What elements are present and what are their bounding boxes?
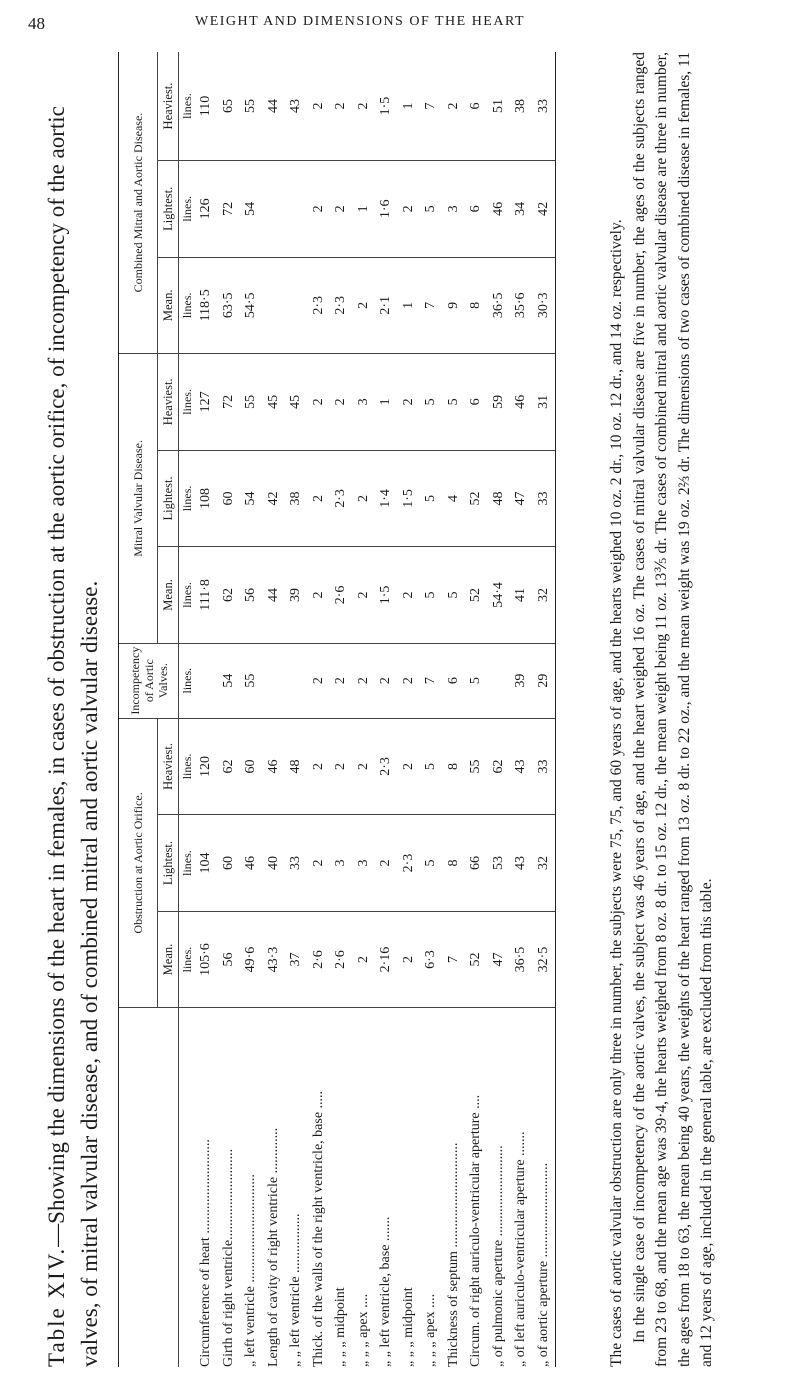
sub-header: Lightest.: [158, 161, 179, 258]
value-cell: [195, 643, 218, 718]
row-label: „ „ „ midpoint: [333, 1287, 348, 1367]
value-cell: 2: [353, 257, 376, 353]
value-cell: 6: [465, 354, 488, 451]
value-cell: 110: [195, 52, 218, 161]
value-cell: 2: [398, 547, 421, 643]
group-header: Obstruction at Aortic Orifice.: [119, 718, 158, 1008]
value-cell: 45: [263, 354, 286, 451]
value-cell: 37: [285, 911, 308, 1007]
value-cell: 118·5: [195, 257, 218, 353]
value-cell: 2: [353, 911, 376, 1007]
value-cell: 59: [488, 354, 511, 451]
corner-cell: [119, 1008, 179, 1367]
value-cell: 2·1: [375, 257, 398, 353]
value-cell: 2: [398, 643, 421, 718]
value-cell: 1: [375, 354, 398, 451]
table-row: [420, 52, 443, 1367]
value-cell: [263, 161, 286, 258]
table-label: Table XIV.: [44, 1246, 69, 1367]
value-cell: 55: [465, 718, 488, 815]
value-cell: 39: [510, 643, 533, 718]
value-cell: [285, 161, 308, 258]
value-cell: 8: [443, 718, 466, 815]
value-cell: 111·8: [195, 547, 218, 643]
value-cell: 4: [443, 450, 466, 547]
value-cell: [285, 643, 308, 718]
value-cell: 55: [240, 52, 263, 161]
value-cell: 46: [510, 354, 533, 451]
value-cell: 7: [443, 911, 466, 1007]
group-header: Mitral Valvular Disease.: [119, 354, 158, 644]
unit-cell: lines.: [179, 161, 196, 258]
value-cell: 6: [465, 52, 488, 161]
group-header: Incompetency of Aortic Valves.: [119, 643, 179, 718]
unit-cell: lines.: [179, 52, 196, 161]
value-cell: 2: [330, 643, 353, 718]
unit-cell: lines.: [179, 815, 196, 912]
table-body: [179, 52, 556, 1367]
value-cell: 2: [398, 911, 421, 1007]
unit-cell: lines.: [179, 911, 196, 1007]
value-cell: 32: [533, 815, 556, 912]
value-cell: 54: [218, 643, 241, 718]
value-cell: 5: [443, 354, 466, 451]
value-cell: 52: [465, 547, 488, 643]
value-cell: 2: [353, 718, 376, 815]
table-title: [40, 52, 106, 1367]
value-cell: 52: [465, 450, 488, 547]
value-cell: 38: [510, 52, 533, 161]
value-cell: 2·3: [330, 450, 353, 547]
value-cell: 33: [285, 815, 308, 912]
sub-header: Lightest.: [158, 815, 179, 912]
value-cell: 45: [285, 354, 308, 451]
value-cell: 3: [353, 815, 376, 912]
group-header-row: [119, 52, 158, 1367]
unit-cell: lines.: [179, 547, 196, 643]
value-cell: 72: [218, 354, 241, 451]
value-cell: 2·16: [375, 911, 398, 1007]
row-label: „ of pulmonic aperture ..........................: [490, 1145, 506, 1367]
value-cell: 31: [533, 354, 556, 451]
row-label: Length of cavity of right ventricle .............: [265, 1127, 281, 1367]
value-cell: 7: [420, 52, 443, 161]
value-cell: 105·6: [195, 911, 218, 1007]
value-cell: 60: [218, 815, 241, 912]
units-row: [179, 52, 196, 1367]
value-cell: 2: [353, 450, 376, 547]
value-cell: 62: [488, 718, 511, 815]
unit-cell: lines.: [179, 354, 196, 451]
value-cell: 104: [195, 815, 218, 912]
value-cell: 2: [308, 354, 331, 451]
value-cell: 126: [195, 161, 218, 258]
value-cell: 35·6: [510, 257, 533, 353]
value-cell: 6: [465, 161, 488, 258]
value-cell: 44: [263, 52, 286, 161]
value-cell: 120: [195, 718, 218, 815]
value-cell: 7: [420, 643, 443, 718]
value-cell: 44: [263, 547, 286, 643]
value-cell: 66: [465, 815, 488, 912]
value-cell: 2: [443, 52, 466, 161]
value-cell: 8: [443, 815, 466, 912]
value-cell: 53: [488, 815, 511, 912]
value-cell: 2·3: [398, 815, 421, 912]
value-cell: 60: [218, 450, 241, 547]
row-label: Thickness of septum ..............................: [445, 1142, 461, 1367]
value-cell: 2: [330, 161, 353, 258]
value-cell: 47: [510, 450, 533, 547]
value-cell: 32·5: [533, 911, 556, 1007]
table-row: [263, 52, 286, 1367]
table-row: [375, 52, 398, 1367]
value-cell: 60: [240, 718, 263, 815]
value-cell: 1: [398, 257, 421, 353]
running-head: WEIGHT AND DIMENSIONS OF THE HEART: [195, 14, 526, 29]
value-cell: 5: [420, 718, 443, 815]
row-label: „ „ „ apex ....: [423, 1293, 438, 1367]
sub-header: Mean.: [158, 257, 179, 353]
row-label: Circum. of right auriculo-ventricular aperture ....: [468, 1094, 483, 1367]
row-label: Thick. of the walls of the right ventricle, base .....: [310, 1090, 326, 1367]
note-paragraph: The cases of aortic valvular obstruction are only three in number, the subjects were 75, 75, and 60 years of age, and the hearts weighed 10 oz. 2 dr., 10 oz. 12 dr., and 14 oz. respectively.: [608, 219, 625, 1367]
table-row: [285, 52, 308, 1367]
value-cell: 1·5: [375, 52, 398, 161]
table-row: [465, 52, 488, 1367]
value-cell: 2: [308, 815, 331, 912]
notes: [606, 52, 719, 1367]
value-cell: 36·5: [510, 911, 533, 1007]
value-cell: 2·6: [330, 911, 353, 1007]
table-title-text: —Showing the dimensions of the heart in females, in cases of obstruction at the aortic orifice, of incompetency of the aortic valves, of mitral valvular disease, and of combined mitral and aortic valvular disease.: [44, 106, 102, 1367]
value-cell: 63·5: [218, 257, 241, 353]
sub-header: Heaviest.: [158, 354, 179, 451]
value-cell: 2: [308, 450, 331, 547]
value-cell: [285, 257, 308, 353]
value-cell: 62: [218, 547, 241, 643]
value-cell: 2·3: [330, 257, 353, 353]
value-cell: 5: [420, 161, 443, 258]
value-cell: 2: [353, 643, 376, 718]
value-cell: 5: [465, 643, 488, 718]
row-label: „ left ventricle ...............................: [243, 1174, 258, 1367]
value-cell: 51: [488, 52, 511, 161]
value-cell: 56: [240, 547, 263, 643]
value-cell: 52: [465, 911, 488, 1007]
value-cell: 5: [420, 815, 443, 912]
unit-cell: lines.: [179, 718, 196, 815]
value-cell: 2: [375, 643, 398, 718]
table-row: [218, 52, 241, 1367]
value-cell: 65: [218, 52, 241, 161]
value-cell: 41: [510, 547, 533, 643]
table-row: [308, 52, 331, 1367]
value-cell: 46: [240, 815, 263, 912]
value-cell: 56: [218, 911, 241, 1007]
value-cell: [263, 257, 286, 353]
table-row: [353, 52, 376, 1367]
value-cell: 2: [308, 52, 331, 161]
units-label: [179, 1008, 196, 1367]
row-label: Girth of right ventricle..........................: [220, 1148, 236, 1367]
value-cell: 5: [420, 354, 443, 451]
table-row: [398, 52, 421, 1367]
value-cell: 3: [353, 354, 376, 451]
note-paragraph: In the single case of incompetency of the aortic valves, the subject was 46 years of age, and the heart weighed 16 oz. The cases of mitral valvular disease are five in number, the ages of the subjects ranged from 23 to 68, and the mean age was 39·4, the hearts weighed from 8 oz. 8 dr. to 15 oz. 12 dr., the mean weight being 11 oz. 13⅗ dr. The cases of combined mitral and aortic valvular disease are three in number, the ages from 18 to 63, the mean being 40 years, the weights of the heart ranged from 13 oz. 8 dr. to 22 oz., and the mean weight was 19 oz. 2⅔ dr. The dimensions of two cases of combined disease in females, 11 and 12 years of age, included in the general table, are excluded from this table.: [630, 52, 715, 1367]
value-cell: 2·6: [330, 547, 353, 643]
value-cell: 54: [240, 450, 263, 547]
table-row: [240, 52, 263, 1367]
value-cell: 2·6: [308, 911, 331, 1007]
value-cell: 9: [443, 257, 466, 353]
value-cell: 40: [263, 815, 286, 912]
value-cell: 2: [308, 547, 331, 643]
value-cell: 39: [285, 547, 308, 643]
value-cell: 2·3: [308, 257, 331, 353]
value-cell: 1: [353, 161, 376, 258]
page-number: 48: [28, 14, 45, 33]
value-cell: 30·3: [533, 257, 556, 353]
value-cell: [263, 643, 286, 718]
table-row: [443, 52, 466, 1367]
value-cell: 2: [375, 815, 398, 912]
value-cell: 2: [330, 718, 353, 815]
sub-header: Lightest.: [158, 450, 179, 547]
value-cell: 2: [398, 161, 421, 258]
value-cell: 2: [308, 718, 331, 815]
value-cell: 72: [218, 161, 241, 258]
table-row: [510, 52, 533, 1367]
value-cell: [488, 643, 511, 718]
value-cell: 29: [533, 643, 556, 718]
value-cell: 7: [420, 257, 443, 353]
sub-header: Mean.: [158, 547, 179, 643]
row-label: „ of aortic aperture ...........................: [533, 1008, 556, 1367]
value-cell: 3: [330, 815, 353, 912]
value-cell: 6: [443, 643, 466, 718]
value-cell: 32: [533, 547, 556, 643]
value-cell: 62: [218, 718, 241, 815]
value-cell: 49·6: [240, 911, 263, 1007]
value-cell: 1·5: [398, 450, 421, 547]
value-cell: 6·3: [420, 911, 443, 1007]
value-cell: 1: [398, 52, 421, 161]
value-cell: 48: [285, 718, 308, 815]
value-cell: 2: [353, 547, 376, 643]
value-cell: 1·5: [375, 547, 398, 643]
group-header: Combined Mitral and Aortic Disease.: [119, 52, 158, 354]
rotated-table-block: [40, 52, 770, 1367]
value-cell: 46: [263, 718, 286, 815]
value-cell: 48: [488, 450, 511, 547]
value-cell: 54·4: [488, 547, 511, 643]
sub-header: Mean.: [158, 911, 179, 1007]
value-cell: 2: [308, 161, 331, 258]
row-label: „ „ „ midpoint: [400, 1287, 416, 1367]
row-label: „ of left auriculo-ventricular aperture .......: [513, 1131, 528, 1367]
value-cell: 43: [510, 815, 533, 912]
value-cell: 33: [533, 718, 556, 815]
value-cell: 54: [240, 161, 263, 258]
row-label: „ „ „ apex ....: [355, 1293, 371, 1367]
table-row: [330, 52, 353, 1367]
value-cell: 2: [330, 52, 353, 161]
value-cell: 33: [533, 52, 556, 161]
row-label: „ „ left ventricle, base .......: [378, 1216, 393, 1367]
value-cell: 3: [443, 161, 466, 258]
value-cell: 43: [285, 52, 308, 161]
row-label: „ „ left ventricle .................: [288, 1213, 303, 1367]
unit-cell: lines.: [179, 643, 196, 718]
value-cell: 43·3: [263, 911, 286, 1007]
value-cell: 2: [330, 354, 353, 451]
value-cell: 5: [420, 547, 443, 643]
value-cell: 127: [195, 354, 218, 451]
value-cell: 34: [510, 161, 533, 258]
value-cell: 5: [420, 450, 443, 547]
value-cell: 1·6: [375, 161, 398, 258]
table-row: [533, 52, 556, 1367]
table-row: [488, 52, 511, 1367]
value-cell: 2·3: [375, 718, 398, 815]
unit-cell: lines.: [179, 257, 196, 353]
value-cell: 1·4: [375, 450, 398, 547]
value-cell: 43: [510, 718, 533, 815]
value-cell: 55: [240, 354, 263, 451]
value-cell: 2: [308, 643, 331, 718]
value-cell: 54·5: [240, 257, 263, 353]
value-cell: 55: [240, 643, 263, 718]
value-cell: 5: [443, 547, 466, 643]
value-cell: 2: [398, 354, 421, 451]
value-cell: 108: [195, 450, 218, 547]
value-cell: 36·5: [488, 257, 511, 353]
value-cell: 2: [398, 718, 421, 815]
sub-header: Heaviest.: [158, 718, 179, 815]
value-cell: 42: [533, 161, 556, 258]
value-cell: 2: [353, 52, 376, 161]
row-label: Circumference of heart ...........................: [198, 1139, 213, 1367]
table-row: [195, 52, 218, 1367]
value-cell: 38: [285, 450, 308, 547]
value-cell: 46: [488, 161, 511, 258]
unit-cell: lines.: [179, 450, 196, 547]
value-cell: 47: [488, 911, 511, 1007]
dimensions-table: [118, 52, 556, 1367]
value-cell: 8: [465, 257, 488, 353]
value-cell: 42: [263, 450, 286, 547]
sub-header: Heaviest.: [158, 52, 179, 161]
value-cell: 33: [533, 450, 556, 547]
